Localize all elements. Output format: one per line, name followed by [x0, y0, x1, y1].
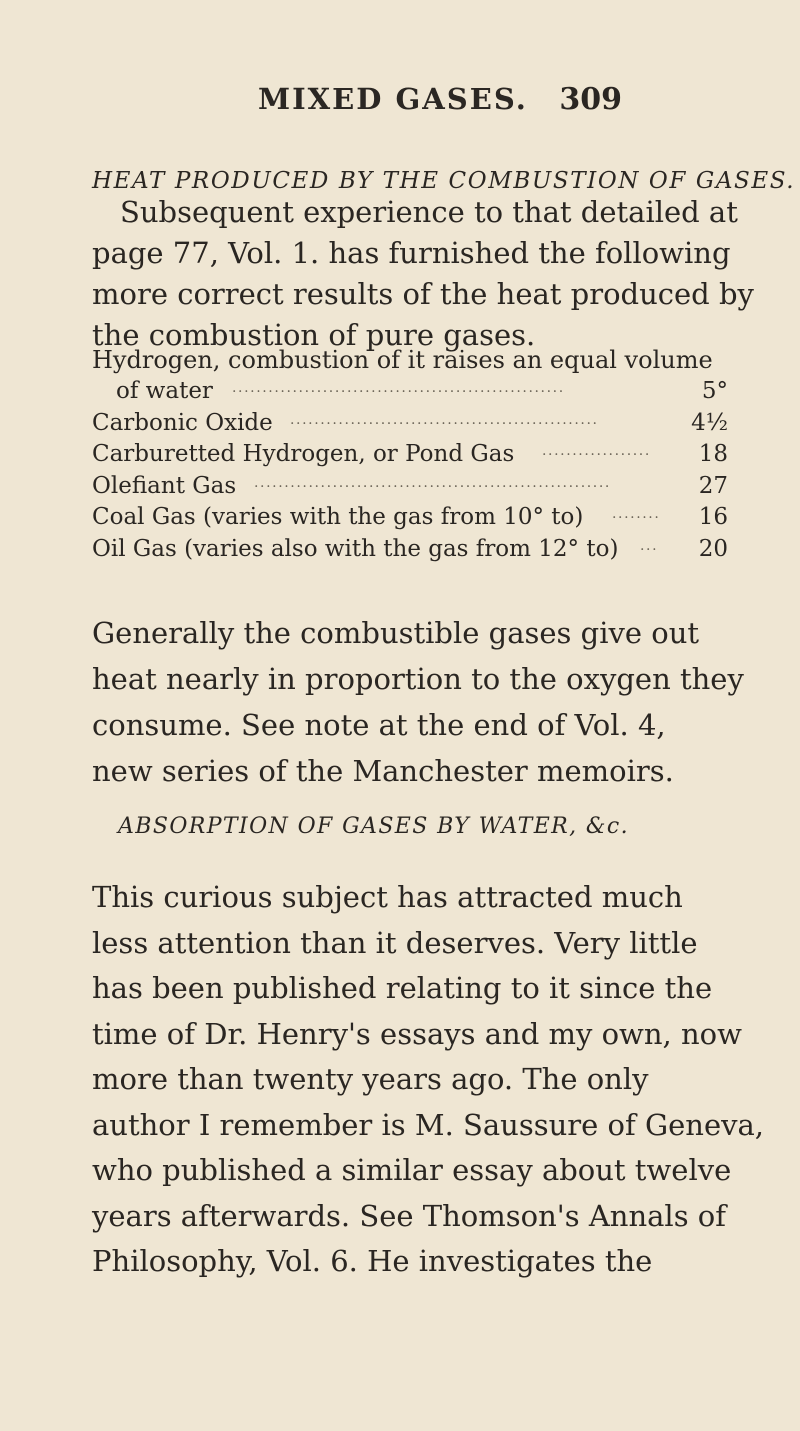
table-row: [92, 410, 728, 442]
paragraph-line: who published a similar essay about twelve: [92, 1153, 732, 1187]
running-title: MIXED GASES.: [258, 82, 528, 116]
row-value: 5°: [701, 378, 728, 404]
paragraph-line: less attention than it deserves. Very little: [92, 925, 698, 960]
dot-leader: .......................................................: [232, 380, 565, 396]
paragraph-line: consume. See note at the end of Vol. 4,: [92, 708, 666, 742]
section-heading-absorption: ABSORPTION OF GASES BY WATER, &c.: [118, 814, 630, 839]
paragraph-line: years afterwards. See Thomson's Annals of: [92, 1198, 726, 1233]
row-value: 27: [698, 472, 728, 499]
paragraph-absorption: [92, 875, 764, 1285]
paragraph-line: This curious subject has attracted much: [92, 880, 683, 914]
paragraph-line: Philosophy, Vol. 6. He investigates the: [92, 1244, 653, 1278]
table-row: [92, 504, 728, 536]
table-row: [92, 473, 728, 505]
row-label: of water: [116, 378, 213, 404]
paragraph-generally: [92, 610, 744, 794]
paragraph-line: author I remember is M. Saussure of Geneva,: [92, 1107, 764, 1142]
table-intro: Hydrogen, combustion of it raises an equal volume: [92, 346, 713, 374]
table-row: [92, 378, 728, 410]
page-number: 309: [559, 82, 622, 117]
paragraph-line: the combustion of pure gases.: [92, 318, 536, 352]
row-value: 4½: [691, 409, 728, 436]
row-value: 16: [698, 504, 728, 530]
running-head: [0, 82, 800, 122]
row-label: Oil Gas (varies also with the gas from 12° to): [92, 535, 619, 562]
dot-leader: ...................................................: [290, 411, 599, 428]
heat-table: [92, 378, 728, 567]
row-value: 20: [698, 535, 728, 562]
paragraph-line: has been published relating to it since the: [92, 971, 713, 1005]
paragraph-line: new series of the Manchester memoirs.: [92, 754, 674, 788]
paragraph-heat: [92, 164, 754, 356]
row-label: Carburetted Hydrogen, or Pond Gas: [92, 441, 515, 467]
table-row: [92, 536, 728, 568]
dot-leader: ..................: [542, 443, 651, 459]
paragraph-line: time of Dr. Henry's essays and my own, now: [92, 1016, 742, 1051]
paragraph-line: page 77, Vol. 1. has furnished the following: [92, 236, 731, 270]
table-row: [92, 441, 728, 473]
paragraph-line: Subsequent experience to that detailed at: [120, 195, 738, 229]
row-value: 18: [698, 441, 728, 467]
row-label: Carbonic Oxide: [92, 409, 273, 436]
dot-leader: ........: [612, 506, 661, 522]
dot-leader: ...: [640, 537, 659, 554]
dot-leader: ...........................................................: [254, 474, 611, 491]
section-heading-heat: HEAT PRODUCED BY THE COMBUSTION OF GASES.: [92, 168, 796, 194]
row-label: Olefiant Gas: [92, 472, 237, 499]
row-label: Coal Gas (varies with the gas from 10° to): [92, 504, 584, 530]
paragraph-line: more correct results of the heat produced by: [92, 277, 754, 311]
paragraph-line: Generally the combustible gases give out: [92, 616, 700, 650]
paragraph-line: heat nearly in proportion to the oxygen they: [92, 662, 744, 696]
paragraph-line: more than twenty years ago. The only: [92, 1062, 649, 1096]
